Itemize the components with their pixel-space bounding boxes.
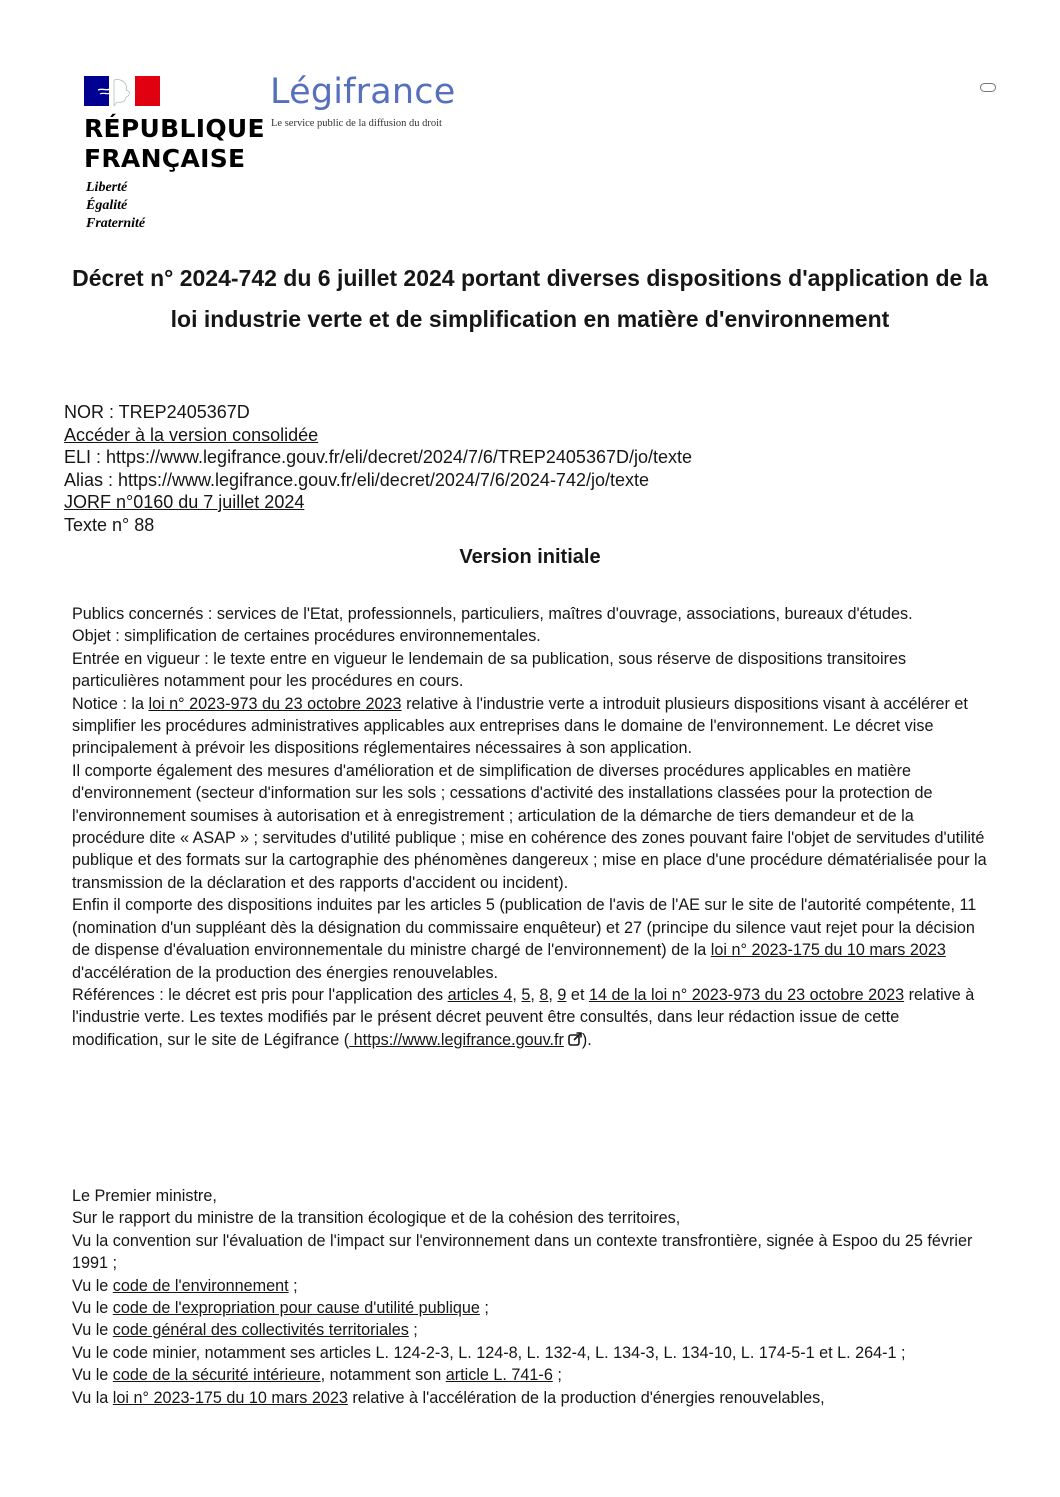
texte-number: Texte n° 88: [64, 514, 155, 535]
version-heading: Version initiale: [459, 546, 601, 568]
ref-sep: ,: [548, 985, 558, 1004]
devise: [86, 179, 145, 233]
devise-fraternite: Fraternité: [86, 216, 146, 231]
references-paragraph: [72, 984, 990, 1051]
toggle-control[interactable]: [980, 83, 996, 92]
notice-paragraph: [72, 693, 990, 760]
vu-loi-2023-175: [72, 1387, 990, 1409]
objet-paragraph: Objet : simplification de certaines procédures environnementales.: [72, 627, 541, 646]
entree-paragraph: Entrée en vigueur : le texte entre en vigueur le lendemain de sa publication, sous réserve de dispositions transitoires particulières notamment pour les procédures en cours.: [72, 649, 907, 691]
vu-code-env: [72, 1275, 990, 1297]
loi-2023-175-link[interactable]: loi n° 2023-175 du 10 mars 2023: [710, 941, 946, 960]
text-metadata: [64, 401, 692, 536]
publics-paragraph: Publics concernés : services de l'Etat, professionnels, particuliers, maîtres d'ouvrage, associations, bureaux d'études.: [72, 605, 913, 623]
vu-code-minier: Vu le code minier, notamment ses articles L. 124-2-3, L. 124-8, L. 132-4, L. 134-3, L. 134-10, L. 174-5-1 et L. 264-1 ;: [72, 1343, 906, 1362]
vu-prefix: Vu le: [72, 1321, 113, 1340]
legifrance-logo: Légifrance: [270, 72, 456, 112]
devise-egalite: Égalité: [86, 198, 128, 213]
notice-prefix: Notice : la: [72, 694, 149, 713]
loi-2023-175-visa-link[interactable]: loi n° 2023-175 du 10 mars 2023: [112, 1388, 348, 1407]
semicolon: ;: [552, 1366, 562, 1385]
wordmark-line-1: RÉPUBLIQUE: [84, 114, 265, 143]
semicolon: ;: [479, 1299, 489, 1318]
rapport-line: Sur le rapport du ministre de la transition écologique et de la cohésion des territoires,: [72, 1209, 681, 1228]
article-8-link[interactable]: 8: [539, 985, 549, 1004]
ref-prefix: Références : le décret est pris pour l'application des: [72, 985, 448, 1004]
legifrance-url-link[interactable]: [349, 1031, 582, 1049]
ref-mid: relative à l'industrie verte. Les textes modifiés par le présent décret peuvent être consultés, dans leur rédaction issue de cette modification, sur le site de Légifrance (: [72, 985, 975, 1049]
vu-code-expro: [72, 1297, 990, 1319]
enfin-prefix: Enfin il comporte des dispositions induites par les articles 5 (publication de l'avis de l'AE sur le site de l'autorité compétente, 11 (nomination d'un suppléant dès la désignation du commissaire enquêteur) et 27 (principe du silence vaut rejet pour la décision de dispense d'évaluation environnementale du ministre chargé de l'environnement) de la: [72, 896, 977, 960]
vu-cgct: [72, 1319, 990, 1341]
article-l741-6-link[interactable]: article L. 741-6: [445, 1366, 553, 1385]
vu-prefix: Vu le: [72, 1276, 113, 1295]
vu-prefix: Vu le: [72, 1299, 113, 1318]
jorf-link[interactable]: JORF n°0160 du 7 juillet 2024: [64, 492, 305, 512]
notice-section: [72, 603, 990, 1051]
semicolon: ;: [408, 1321, 418, 1340]
premier-ministre: Le Premier ministre,: [72, 1187, 217, 1205]
loi-suffix: relative à l'accélération de la production d'énergies renouvelables,: [347, 1388, 825, 1407]
devise-liberte: Liberté: [86, 180, 128, 195]
comporte-paragraph: Il comporte également des mesures d'amélioration et de simplification de diverses procédures applicables en matière d'environnement (secteur d'information sur les sols ; cessations d'activité des installations classées pour la protection de l'environnement soumises à autorisation et à enregistrement ; articulation de la démarche de tiers demandeur et de la procédure dite « ASAP » ; servitudes d'utilité publique ; mise en cohérence des zones pouvant faire l'objet de servitudes d'utilité publique et des formats sur la cartographie des phénomènes dangereux ; mise en place d'une procédure dématérialisée pour la transmission de la déclaration et des rapports d'accident ou incident).: [72, 761, 987, 892]
consolidated-version-link[interactable]: Accéder à la version consolidée: [64, 424, 319, 445]
ref-sep: ,: [530, 985, 540, 1004]
ref-end: ).: [581, 1030, 592, 1049]
page-header: [84, 72, 984, 236]
article-5-link[interactable]: 5: [521, 985, 531, 1004]
external-link-icon: [568, 1032, 582, 1046]
article-9-link[interactable]: 9: [557, 985, 567, 1004]
code-securite-interieure-link[interactable]: code de la sécurité intérieure: [112, 1366, 321, 1385]
legifrance-url-text: https://www.legifrance.gouv.fr: [349, 1030, 564, 1049]
visas-section: [72, 1185, 990, 1409]
vu-prefix: Vu le: [72, 1366, 113, 1385]
article-14-link[interactable]: 14 de la loi n° 2023-973 du 23 octobre 2023: [588, 985, 905, 1004]
page-title: Décret n° 2024-742 du 6 juillet 2024 portant diverses dispositions d'application de la loi industrie verte et de simplification en matière d'environnement: [72, 265, 988, 332]
nor-line: NOR : TREP2405367D: [64, 402, 250, 422]
alias-line: Alias : https://www.legifrance.gouv.fr/eli/decret/2024/7/6/2024-742/jo/texte: [64, 469, 649, 490]
notice-suffix: relative à l'industrie verte a introduit plusieurs dispositions visant à accélérer et simplifier les procédures administratives applicables aux entreprises dans le domaine de l'environnement. Le décret vise principalement à prévoir les dispositions réglementaires nécessaires à son application.: [72, 694, 968, 758]
article-4-link[interactable]: articles 4: [447, 985, 513, 1004]
ref-sep: ,: [512, 985, 522, 1004]
cgct-link[interactable]: code général des collectivités territoriales: [112, 1321, 409, 1340]
eli-line: ELI : https://www.legifrance.gouv.fr/eli/decret/2024/7/6/TREP2405367D/jo/texte: [64, 447, 693, 467]
code-expropriation-link[interactable]: code de l'expropriation pour cause d'utilité publique: [112, 1299, 480, 1318]
loi-2023-973-link[interactable]: loi n° 2023-973 du 23 octobre 2023: [148, 694, 402, 713]
republique-francaise-wordmark: [84, 114, 265, 174]
enfin-suffix: d'accélération de la production des énergies renouvelables.: [72, 963, 499, 982]
legifrance-tagline: Le service public de la diffusion du droit: [271, 118, 442, 129]
code-environnement-link[interactable]: code de l'environnement: [112, 1276, 289, 1295]
convention-line: Vu la convention sur l'évaluation de l'impact sur l'environnement dans un contexte transfrontière, signée à Espoo du 25 février 1991 ;: [72, 1231, 973, 1273]
semicolon: ;: [288, 1276, 298, 1295]
ref-sep: et: [566, 985, 589, 1004]
csi-mid: , notamment son: [320, 1366, 446, 1385]
vu-prefix: Vu la: [72, 1388, 113, 1407]
wordmark-line-2: FRANÇAISE: [84, 144, 246, 173]
vu-csi: [72, 1364, 990, 1386]
enfin-paragraph: [72, 894, 990, 984]
marianne-logo-icon: [84, 76, 160, 106]
